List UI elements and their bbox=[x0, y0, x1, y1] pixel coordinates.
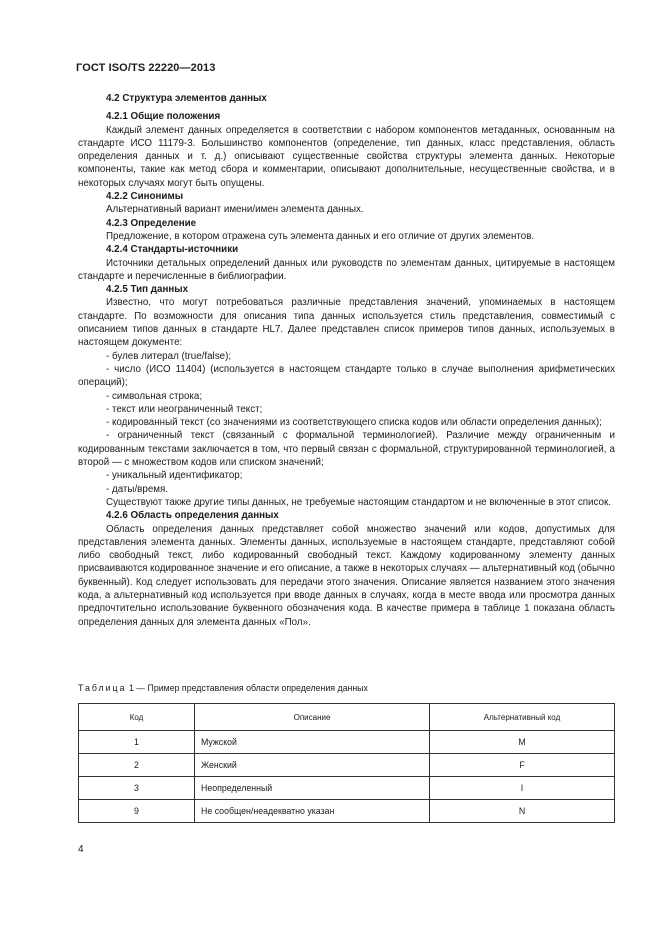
subsection-4-2-2-title: 4.2.2 Синонимы bbox=[106, 191, 184, 203]
subsection-4-2-5-intro: Известно, что могут потребоваться различные представления значений, упоминаемых в настоящем стандарте. По возможности для описания типа данных используется стиль представления, совместимый с описанием типов данных в стандарте HL7. Далее представлен список примеров типов данных, используемых в настоящем документе: bbox=[78, 297, 615, 349]
list-item: - даты/время. bbox=[106, 483, 169, 495]
subsection-4-2-4-title: 4.2.4 Стандарты-источники bbox=[106, 244, 239, 256]
cell-description: Женский bbox=[195, 754, 430, 777]
document-header: ГОСТ ISO/TS 22220—2013 bbox=[76, 62, 216, 74]
table-label: Таблица bbox=[78, 683, 127, 693]
subsection-4-2-3-title: 4.2.3 Определение bbox=[106, 217, 197, 229]
cell-description: Мужской bbox=[195, 731, 430, 754]
column-header-description: Описание bbox=[195, 704, 430, 731]
section-title: 4.2 Структура элементов данных bbox=[106, 93, 267, 104]
subsection-4-2-4-text: Источники детальных определений данных или руководств по элементам данных, цитируемые в настоящем стандарте и перечисленные в библиографии. bbox=[78, 257, 615, 282]
cell-code: 9 bbox=[79, 800, 195, 823]
subsection-4-2-3-text: Предложение, в котором отражена суть элемента данных и его отличие от других элементов. bbox=[106, 230, 535, 242]
subsection-4-2-6-title: 4.2.6 Область определения данных bbox=[106, 510, 279, 522]
subsection-4-2-1-title: 4.2.1 Общие положения bbox=[106, 111, 221, 123]
cell-code: 2 bbox=[79, 754, 195, 777]
list-item: - число (ИСО 11404) (используется в настоящем стандарте только в случае выполнения арифметических операций); bbox=[78, 363, 615, 389]
table-row bbox=[79, 731, 615, 754]
cell-alt-code: M bbox=[430, 731, 615, 754]
column-header-alt-code: Альтернативный код bbox=[430, 704, 615, 731]
subsection-4-2-5-outro: Существуют также другие типы данных, не требуемые настоящим стандартом и не включенные в этот список. bbox=[106, 496, 611, 508]
table-row bbox=[79, 777, 615, 800]
cell-alt-code: F bbox=[430, 754, 615, 777]
table-caption-text: 1 — Пример представления области определения данных bbox=[126, 683, 368, 693]
list-item: - символьная строка; bbox=[106, 390, 203, 402]
list-item: - кодированный текст (со значениями из соответствующего списка кодов или области определения данных); bbox=[106, 417, 602, 429]
subsection-4-2-2-text: Альтернативный вариант имени/имен элемента данных. bbox=[106, 204, 364, 216]
cell-description: Не сообщен/неадекватно указан bbox=[195, 800, 430, 823]
list-item: - булев литерал (true/false); bbox=[106, 350, 232, 362]
domain-table bbox=[78, 703, 615, 823]
list-item: - ограниченный текст (связанный с формальной терминологией). Различие между ограниченным и кодированным текстами заключается в том, что первый связан с формальной, структурированной терминологией, а второй — с множеством кодов или списком значений; bbox=[78, 430, 615, 469]
list-item: - уникальный идентификатор; bbox=[106, 470, 243, 482]
cell-alt-code: I bbox=[430, 777, 615, 800]
table-row bbox=[79, 800, 615, 823]
cell-code: 3 bbox=[79, 777, 195, 800]
cell-code: 1 bbox=[79, 731, 195, 754]
cell-alt-code: N bbox=[430, 800, 615, 823]
subsection-4-2-5-title: 4.2.5 Тип данных bbox=[106, 284, 189, 296]
list-item: - текст или неограниченный текст; bbox=[106, 403, 263, 415]
page-number: 4 bbox=[78, 844, 84, 855]
subsection-4-2-1-text: Каждый элемент данных определяется в соответствии с набором компонентов метаданных, основанным на стандарте ИСО 11179-3. Большинство компонентов (определение, тип данных, класс представления, область определения данных и т. д.) описывают существенные свойства структуры элемента данных. Некоторые компоненты, такие как метод сбора и комментарии, описывают дополнительные, несущественные свойства, и в некоторых случаях могут быть опущены. bbox=[78, 124, 615, 189]
table-row bbox=[79, 754, 615, 777]
cell-description: Неопределенный bbox=[195, 777, 430, 800]
table-header-row bbox=[79, 704, 615, 731]
document-body bbox=[78, 92, 615, 629]
subsection-4-2-6-text: Область определения данных представляет собой множество значений или кодов, допустимых для представления элемента данных. Элементы данных, используемые в настоящем стандарте, представляют собой либо свободный текст, либо кодированный свободный текст. Каждому кодированному элементу данных присваиваются кодированное значение и его описание, а также в некоторых случаях — альтернативный код (обычно буквенный). Код следует использовать для передачи этого значения. Описание является названием этого значения кода, а альтернативный код используется при вводе данных в случаях, когда в месте ввода или просмотра данных предпочтительно использование буквенного обозначения кода. В качестве примера в таблице 1 показана область определения данных для элемента данных «Пол». bbox=[78, 523, 615, 628]
column-header-code: Код bbox=[79, 704, 195, 731]
table-caption bbox=[78, 683, 368, 693]
